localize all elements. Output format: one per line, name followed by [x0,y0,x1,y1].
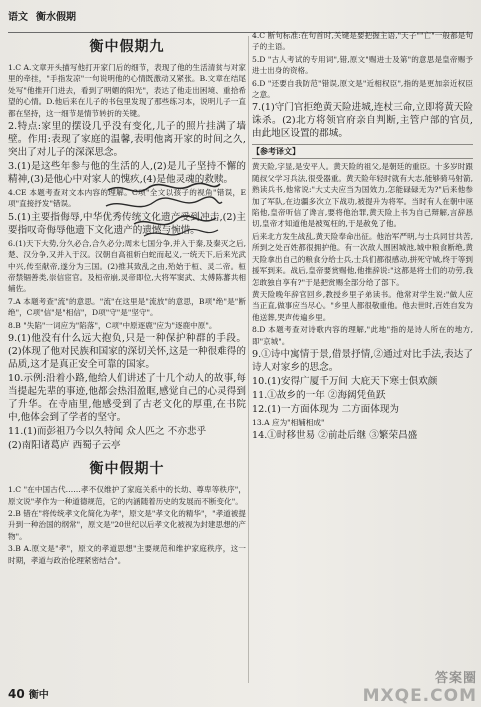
handwritten-scribble [104,180,224,242]
answer-paragraph: 1.C A.文章开头描写他打开家门后的细节，表现了他的生活清贫与对家里的牵挂，"手指发凉"一句说明他的心情既激动又紧张。B.文章在结尾处写"他推开门进去，看到了明媚的阳光"，表达了他走出困境、重拾希望的心情。D.他后来在儿子的书包里发现了那些练习本，说明儿子一直都在坚持，这一细节是情节转折的关键。 [8,63,246,118]
answer-paragraph: 9.①诗中寓情于景,借景抒情,②通过对比手法,表达了诗人对家乡的思念。 [252,348,473,373]
answer-paragraph: 11.①故乡的一年 ②海阔凭鱼跃 [252,389,386,401]
answer-paragraph: 3.(1)是这些年参与他的生活的人,(2)是儿子坚持不懈的精神,(3)是他心中对家人的愧疚,(4)是他灵魂的救赎。 [8,161,246,186]
answer-paragraph: 7.(1)守门官拒绝黄天险进城,连杖三命,立即将黄天险诛杀。(2)北方将领官府亲自判断,主管户部的官员,由此地区设置的郡城。 [252,102,473,140]
right-column [252,30,473,685]
subject-label: 语文 [8,12,28,23]
answer-paragraph: 5.(1)主要指侮辱,中华优秀传统文化遗产受到冲击,(2)主要指叹奇侮辱他遗下文化遗产的遗憾与惋惜。 [8,211,246,236]
answer-paragraph: 14.①时移世易 ②前赴后继 ③繁荣昌盛 [252,430,418,442]
translation-paragraph: 黄天险,字显,是安平人。黄天险的祖父,是朝廷的重臣。十多岁时跟随叔父学习兵法,很受器重。黄天险年轻时就有大志,能够骑马射箭,熟读兵书,他常说:"大丈夫应当为国效力,怎能碌碌无为?"后来他参加了军队,在边疆多次立下战功,被提升为将军。当时有人在朝中诬陷他,皇帝听信了谗言,要将他治罪,黄天险上书为自己辩解,言辞恳切,皇帝才知道他是被冤枉的,于是赦免了他。 [252,162,473,229]
answer-paragraph: 8.B "失陷"一词应为"陷落"，C项"中原逐鹿"应为"逐鹿中原"。 [8,320,217,330]
answer-paragraph: 4.CE 本题考查对文本内容的理解。C项"全文以孩子的视角"错误，E项"直接抒发"错误。 [8,188,246,209]
section-heading-holiday-9: 衡中假期九 [89,39,165,55]
watermark-top: 答案圈 [434,671,477,686]
reference-translation-heading: 【参考译文】 [252,144,473,159]
answer-paragraph: 3.B A.原文是"孝"，原文的孝道思想"主要规范和维护家庭秩序，这一时期，孝道与政治伦理紧密结合"。 [8,544,246,565]
translation-paragraph: 黄天险晚年辞官回乡,教授乡里子弟读书。他常对学生说:"做人应当正直,做事应当尽心。"乡里人都很敬重他。他去世时,百姓自发为他送葬,哭声传遍乡里。 [252,289,473,322]
book-title: 衡水假期 [36,12,76,23]
answer-paragraph: 8.D 本题考查对诗歌内容的理解,"此地"指的是诗人所在的地方,即"京城"。 [252,325,473,346]
answer-paragraph: 6.D "还要自我防范"错误,原文是"近相权臣",指的是更加亲近权臣之意。 [252,78,473,100]
answer-paragraph: 6.(1)天下大势,分久必合,合久必分;周末七国分争,并入于秦,及秦灭之后,楚、汉分争,又并入于汉。汉朝自高祖斩白蛇而起义,一统天下,后来光武中兴,传至献帝,遂分为三国。(2)推其致乱之由,殆始于桓、灵二帝。桓帝禁锢善类,崇信宦官。及桓帝崩,灵帝即位,大将军窦武、太傅陈蕃共相辅佐。 [8,238,246,294]
answer-paragraph: (2)南阳诸葛庐 西蜀子云亭 [8,440,121,452]
answer-paragraph: 13.A 应为"相辅相成" [252,417,325,427]
answer-paragraph: 9.(1)他没有什么远大抱负,只是一种保护种群的手段。(2)体现了他对民族和国家的深切关怀,这是一种很难得的品质,这才是真正安全可靠的国家。 [8,333,246,371]
watermark [337,667,477,706]
footer-label: 衡中 [28,690,49,701]
column-divider [248,36,249,683]
answer-paragraph: 2.特点:家里的摆设几乎没有变化,儿子的照片挂满了墙壁。作用:表现了家庭的温馨,表明他离开家的时间之久,突出了对儿子的深深思念。 [8,121,246,159]
page-number: 40 [8,687,25,701]
page-footer [8,686,49,701]
answer-paragraph: 4.C 断句标准:在句首时,关键是要把握主语,"天子""亡"一般都是句子的主语。 [252,31,473,52]
translation-paragraph: 后来北方发生战乱,黄天险奉命出征。他治军严明,与士兵同甘共苦,所到之处百姓都很拥护他。有一次敌人围困城池,城中粮食断绝,黄天险拿出自己的粮食分给士兵,士兵们都很感动,拼死守城,终于等到援军到来。战后,皇帝要赏赐他,他推辞说:"这都是将士们的功劳,我怎敢独自享有?"于是把赏赐全部分给了部下。 [252,231,473,287]
answer-paragraph: 7.A 本题考查"流"的意思。"流"在这里是"流放"的意思，B项"绝"是"断绝"，C项"信"是"相信"，D项"守"是"坚守"。 [8,296,246,318]
answer-paragraph: 1.C "在中国古代……孝不仅维护了家庭关系中的长幼、尊卑等秩序"，原文说"孝作为一种道德规范，它的内涵随着历史的发展而不断变化"。 [8,485,246,506]
watermark-bottom: MXQE.COM [362,686,477,706]
section-heading-holiday-10: 衡中假期十 [89,461,165,478]
left-column [8,30,246,685]
answer-paragraph: 12.(1)一方面体现为 二方面体现为 [252,403,400,415]
answer-paragraph: 5.D "古人考试的专用词",错,原文"赐进士及第"的意思是皇帝赐予进士出身的资格。 [252,54,473,76]
answer-paragraph: 2.B 错在"将传统孝文化简化为孝"，原文是"孝文化的精华"，"孝道被提升到一种治国的纲常"，原文是"20世纪以后孝文化被视为封建思想的产物"。 [8,508,246,541]
answer-paragraph: 11.(1)而彭祖乃今以久特闻 众人匹之 不亦悲乎 [8,426,207,438]
answer-paragraph: 10.(1)安得广厦千万间 大庇天下寒士俱欢颜 [252,375,438,387]
answer-paragraph: 10.示例:沿着小路,他给人们讲述了十几个动人的故事,每当提起先辈的事迹,他都会热泪盈眶,感觉自己的心灵得到了升华。在寺庙里,他感受到了古老文化的厚重,在书院中,他体会到了学者的坚守。 [8,373,246,424]
